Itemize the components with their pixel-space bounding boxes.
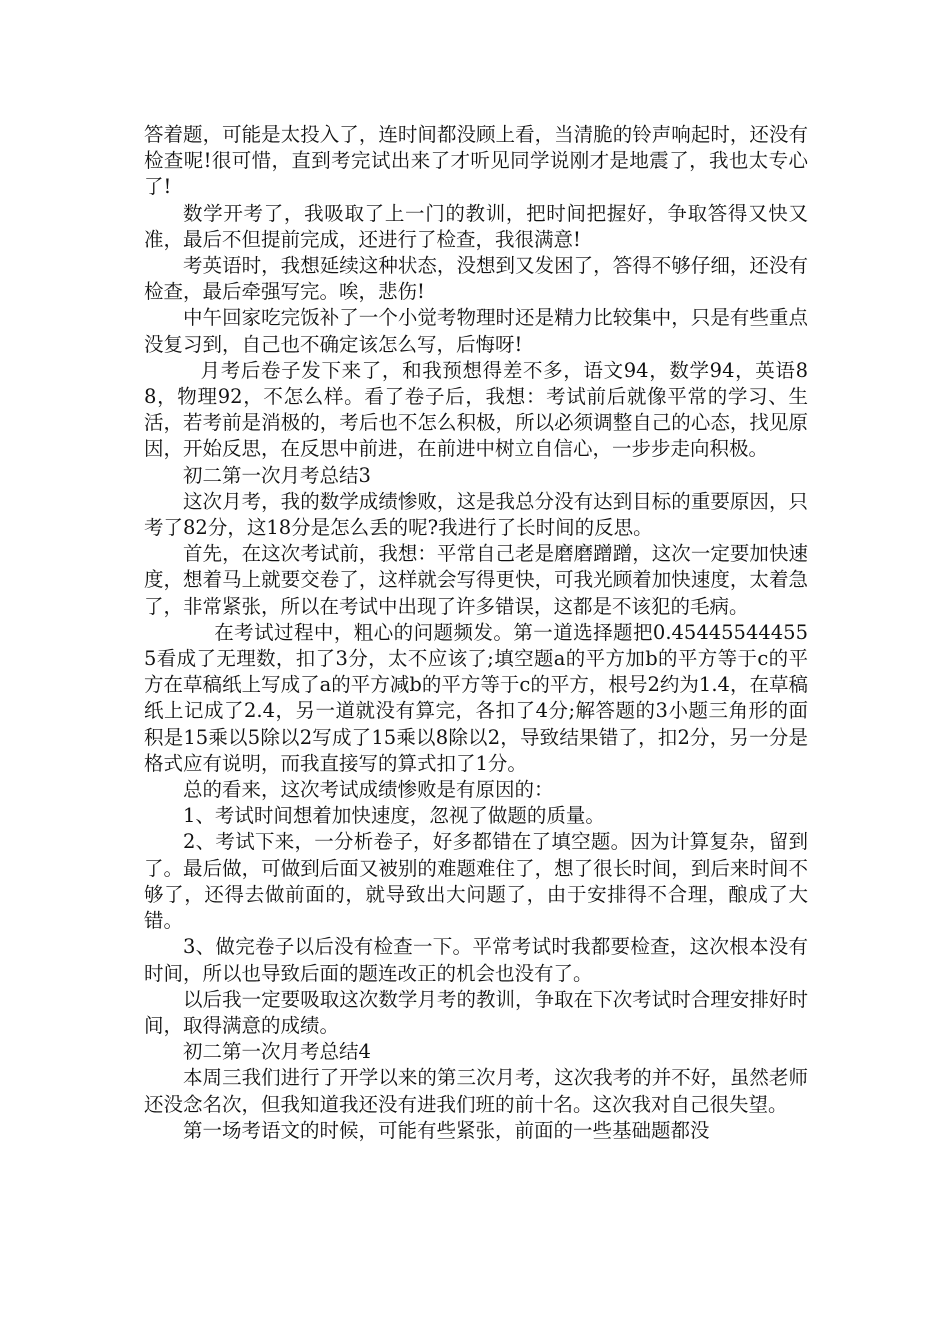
section-heading-3: 初二第一次月考总结3 bbox=[183, 463, 371, 487]
paragraph-10: 以后我一定要吸取这次数学月考的教训，争取在下次考试时合理安排好时间，取得满意的成绩。 bbox=[144, 987, 808, 1037]
section-heading-4: 初二第一次月考总结4 bbox=[183, 1040, 371, 1064]
paragraph-2: 数学开考了，我吸取了上一门的教训，把时间把握好，争取答得又快又准，最后不但提前完成，还进行了检查，我很满意! bbox=[144, 201, 808, 251]
paragraph-9: 总的看来，这次考试成绩惨败是有原因的： bbox=[183, 778, 554, 802]
paragraph-8: 在考试过程中，粗心的问题频发。第一道选择题把0.454455444555看成了无理数，扣了3分，太不应该了;填空题a的平方加b的平方等于c的平方在草稿纸上写成了a的平方减b的平方等于c的平方，根号2约为1.4，在草稿纸上记成了2.4，另一道就没有算完，各扣了4分;解答题的3小题三角形的面积是15乘以5除以2写成了15乘以8除以2，导致结果错了，扣2分，另一分是格式应有说明，而我直接写的算式扣了1分。 bbox=[144, 620, 808, 775]
list-item-2: 2、考试下来，一分析卷子，好多都错在了填空题。因为计算复杂，留到了。最后做，可做到后面又被别的难题难住了，想了很长时间，到后来时间不够了，还得去做前面的，就导致出大问题了，由于安排得不合理，酿成了大错。 bbox=[144, 830, 808, 933]
paragraph-12: 第一场考语文的时候，可能有些紧张，前面的一些基础题都没 bbox=[183, 1118, 710, 1142]
document-body bbox=[144, 122, 808, 1144]
paragraph-5: 月考后卷子发下来了，和我预想得差不多，语文94，数学94，英语88，物理92，不怎么样。看了卷子后，我想：考试前后就像平常的学习、生活，若考前是消极的，考后也不怎么积极，所以必须调整自己的心态，找见原因，开始反思，在反思中前进，在前进中树立自信心，一步步走向积极。 bbox=[144, 358, 808, 461]
list-item-3: 3、做完卷子以后没有检查一下。平常考试时我都要检查，这次根本没有时间，所以也导致后面的题连改正的机会也没有了。 bbox=[144, 935, 808, 985]
paragraph-6: 这次月考，我的数学成绩惨败，这是我总分没有达到目标的重要原因，只考了82分，这18分是怎么丢的呢?我进行了长时间的反思。 bbox=[144, 489, 808, 540]
paragraph-7: 首先，在这次考试前，我想：平常自己老是磨磨蹭蹭，这次一定要加快速度，想着马上就要交卷了，这样就会写得更快，可我光顾着加快速度，太着急了，非常紧张，所以在考试中出现了许多错误，这都是不该犯的毛病。 bbox=[144, 542, 808, 618]
paragraph-1: 答着题，可能是太投入了，连时间都没顾上看，当清脆的铃声响起时，还没有检查呢!很可惜，直到考完试出来了才听见同学说刚才是地震了，我也太专心了! bbox=[144, 123, 808, 199]
paragraph-11: 本周三我们进行了开学以来的第三次月考，这次我考的并不好，虽然老师还没念名次，但我知道我还没有进我们班的前十名。这次我对自己很失望。 bbox=[144, 1066, 808, 1116]
list-item-1: 1、考试时间想着加快速度，忽视了做题的质量。 bbox=[183, 804, 605, 828]
paragraph-3: 考英语时，我想延续这种状态，没想到又发困了，答得不够仔细，还没有检查，最后牵强写完。唉，悲伤! bbox=[144, 254, 808, 304]
paragraph-4: 中午回家吃完饭补了一个小觉考物理时还是精力比较集中，只是有些重点没复习到，自己也不确定该怎么写，后悔呀! bbox=[144, 306, 808, 356]
